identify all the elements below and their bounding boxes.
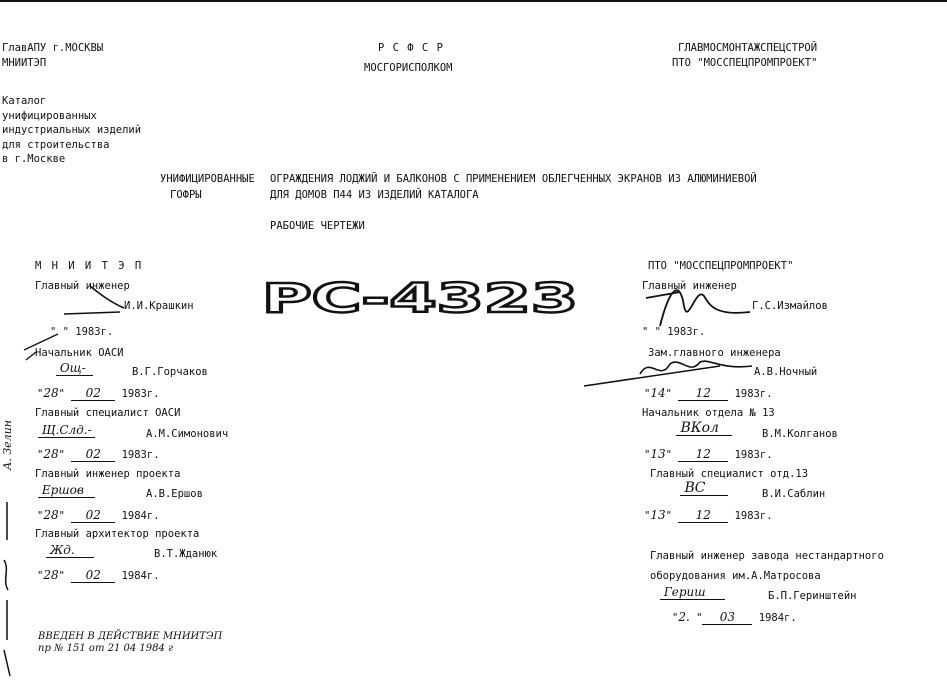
margin-stroke [22,332,62,362]
catalog-line-5: в г.Москве [2,153,66,165]
left-project-architect-title: Главный архитектор проекта [35,528,200,540]
catalog-line-2: унифицированных [2,110,97,122]
left-project-architect-name: В.Т.Жданюк [154,548,218,560]
right-signature-4: ВС [680,480,728,496]
catalog-line-3: индустриальных изделий [2,124,142,136]
left-chief-engineer-name: И.И.Крашкин [124,300,194,312]
right-plant-engineer-line-1: Главный инженер завода нестандартного [650,550,884,562]
left-date-5: "28" 02 1984г. [37,568,160,582]
document-code [262,278,582,318]
right-deputy-title: Зам.главного инженера [648,347,781,359]
right-org-title: ПТО "МОССПЕЦПРОМПРОЕКТ" [648,260,794,272]
left-osi-head-title: Начальник ОАСИ [35,347,124,359]
center-line-1: Р С Ф С Р [378,42,444,54]
left-signature-4: Ершов [38,483,96,497]
right-date-1: " " 1983г. [642,326,706,338]
left-osi-spec-name: А.М.Симонович [146,428,229,440]
left-osi-head-name: В.Г.Горчаков [132,366,208,378]
enacted-line-2: пр № 151 от 21 04 1984 г [38,643,174,654]
right-signature-5: Гериш [660,585,725,599]
working-drawings: РАБОЧИЕ ЧЕРТЕЖИ [270,220,365,232]
left-signature-5: Жд. [46,543,94,557]
right-plant-engineer-name: Б.П.Геринштейн [768,590,857,602]
right-date-3: "13" 12 1983г. [644,447,773,461]
left-chief-engineer-title: Главный инженер [35,280,130,292]
signature-krashkin [60,282,130,318]
right-chief-engineer-title: Главный инженер [642,280,737,292]
right-plant-engineer-line-2: оборудования им.А.Матросова [650,570,821,582]
right-dept-spec-name: В.И.Саблин [762,488,826,500]
left-signature-2: Ощ- [56,361,94,375]
top-border-line [0,0,947,2]
right-org-2: ПТО "МОССПЕЦПРОМПРОЕКТ" [672,57,818,69]
right-date-5: "2. " 03 1984г. [672,610,797,624]
center-line-2: МОСГОРИСПОЛКОМ [364,62,453,74]
right-dept-head-name: В.М.Колганов [762,428,838,440]
right-date-4: "13" 12 1983г. [644,508,773,522]
svg-text:РС-4323: РС-4323 [262,278,578,318]
right-date-2: "14" 12 1983г. [644,386,773,400]
right-dept-head-title: Начальник отдела № 13 [642,407,775,419]
left-osi-spec-title: Главный специалист ОАСИ [35,407,181,419]
signature-nochny [580,352,756,392]
right-deputy-name: А.В.Ночный [754,366,818,378]
enacted-line-1: ВВЕДЕН В ДЕЙСТВИЕ МНИИТЭП [38,631,223,642]
left-date-2: "28" 02 1983г. [37,386,160,400]
right-org-1: ГЛАВМОСМОНТАЖСПЕЦСТРОЙ [678,42,818,54]
section-label-1: УНИФИЦИРОВАННЫЕ [160,173,255,185]
left-signature-3: Щ.Слд.- [38,423,96,437]
right-chief-engineer-name: Г.С.Измайлов [752,300,828,312]
left-date-4: "28" 02 1984г. [37,508,160,522]
catalog-line-1: Каталог [2,95,47,107]
catalog-line-4: для строительства [2,139,110,151]
left-date-3: "28" 02 1983г. [37,447,160,461]
left-org-1: ГлавАПУ г.МОСКВЫ [2,42,104,54]
doc-title-2: ДЛЯ ДОМОВ П44 ИЗ ИЗДЕЛИЙ КАТАЛОГА [270,189,479,201]
right-dept-spec-title: Главный специалист отд.13 [650,468,809,480]
right-signature-3: ВКол [676,420,733,436]
margin-handwritten-note: А. Зелин [1,419,14,470]
left-org-2: МНИИТЭП [2,57,47,69]
left-project-engineer-name: А.В.Ершов [146,488,203,500]
left-date-1: " " 1983г. [50,326,114,338]
left-org-title: М Н И И Т Э П [35,260,144,272]
doc-title-1: ОГРАЖДЕНИЯ ЛОДЖИЙ И БАЛКОНОВ С ПРИМЕНЕНИЕМ ОБЛЕГЧЕННЫХ ЭКРАНОВ ИЗ АЛЮМИНИЕВОЙ [270,173,757,185]
margin-vertical-marks [0,500,14,680]
section-label-2: ГОФРЫ [170,189,202,201]
left-project-engineer-title: Главный инженер проекта [35,468,181,480]
